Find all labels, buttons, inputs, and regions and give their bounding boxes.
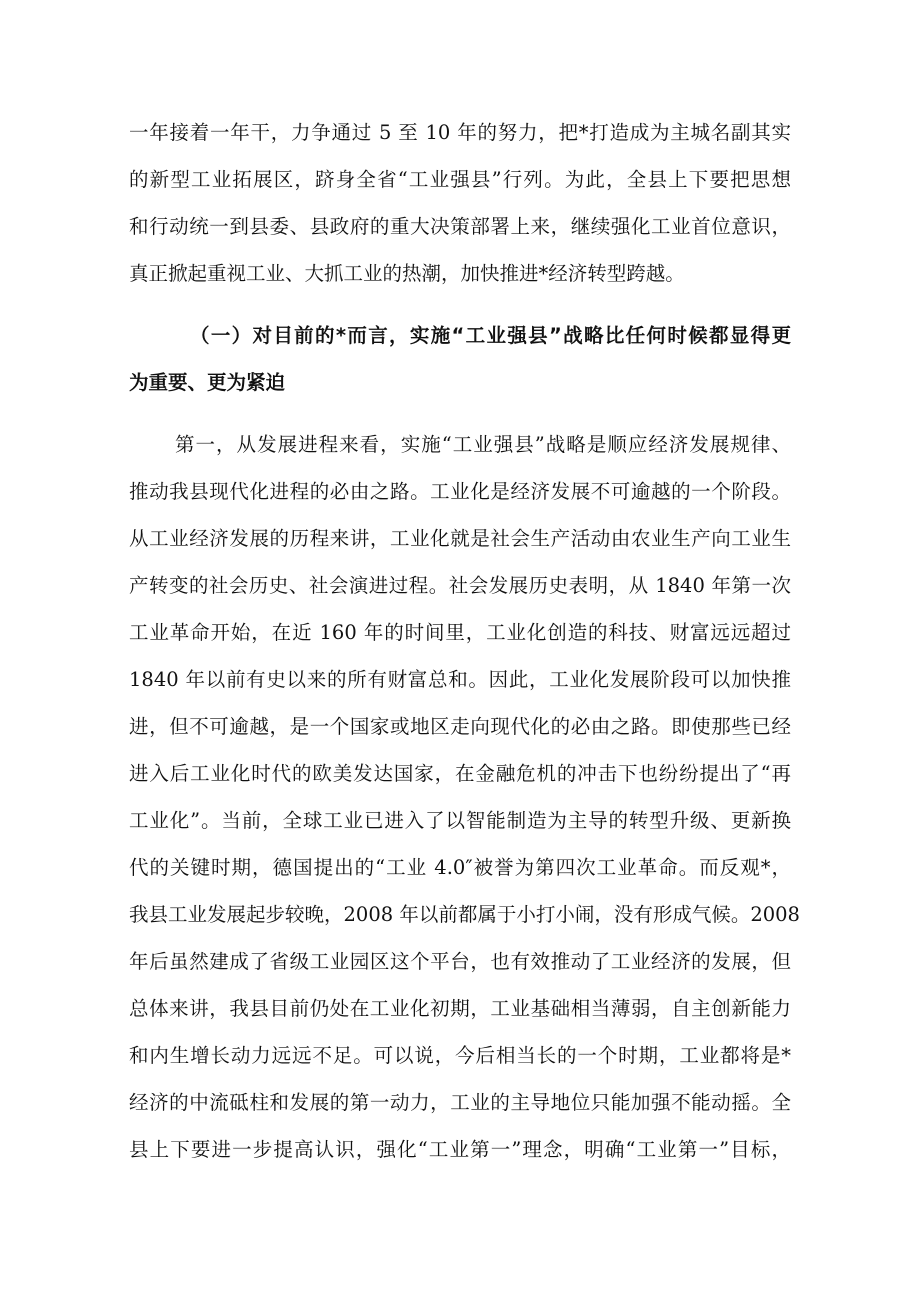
paragraph-2-line-15: 经济的中流砥柱和发展的第一动力，工业的主导地位只能加强不能动摇。全 <box>129 1091 791 1114</box>
paragraph-2-line-1: 第一，从发展进程来看，实施“工业强县”战略是顺应经济发展规律、 <box>175 433 791 456</box>
section-heading-line-2: 为重要、更为紧迫 <box>129 371 286 394</box>
paragraph-2-line-16: 县上下要进一步提高认识，强化“工业第一”理念，明确“工业第一”目标， <box>129 1138 791 1161</box>
paragraph-1-line-3: 和行动统一到县委、县政府的重大决策部署上来，继续强化工业首位意识， <box>129 215 791 238</box>
paragraph-2-line-10: 代的关键时期，德国提出的“工业 4.0″被誉为第四次工业革命。而反观*， <box>129 856 791 879</box>
paragraph-2-line-6: 1840 年以前有史以来的所有财富总和。因此，工业化发展阶段可以加快推 <box>129 668 791 691</box>
paragraph-1-line-2: 的新型工业拓展区，跻身全省“工业强县”行列。为此，全县上下要把思想 <box>129 168 791 191</box>
paragraph-2-line-5: 工业革命开始，在近 160 年的时间里，工业化创造的科技、财富远远超过 <box>129 621 791 644</box>
paragraph-2-line-11: 我县工业发展起步较晚，2008 年以前都属于小打小闹，没有形成气候。2008 <box>129 903 800 926</box>
paragraph-2-line-12: 年后虽然建成了省级工业园区这个平台，也有效推动了工业经济的发展，但 <box>129 950 791 973</box>
paragraph-1-line-1: 一年接着一年干，力争通过 5 至 10 年的努力，把*打造成为主城名副其实 <box>129 121 791 144</box>
section-heading-line-1: （一）对目前的*而言，实施“工业强县”战略比任何时候都显得更 <box>190 324 791 347</box>
paragraph-2-line-8: 进入后工业化时代的欧美发达国家，在金融危机的冲击下也纷纷提出了“再 <box>129 762 791 785</box>
paragraph-2-line-9: 工业化”。当前，全球工业已进入了以智能制造为主导的转型升级、更新换 <box>129 809 791 832</box>
paragraph-2-line-4: 产转变的社会历史、社会演进过程。社会发展历史表明，从 1840 年第一次 <box>129 574 791 597</box>
paragraph-2-line-14: 和内生增长动力远远不足。可以说，今后相当长的一个时期，工业都将是* <box>129 1044 791 1067</box>
paragraph-2-line-2: 推动我县现代化进程的必由之路。工业化是经济发展不可逾越的一个阶段。 <box>129 480 791 503</box>
paragraph-2-line-7: 进，但不可逾越，是一个国家或地区走向现代化的必由之路。即使那些已经 <box>129 715 791 738</box>
paragraph-1-line-4: 真正掀起重视工业、大抓工业的热潮，加快推进*经济转型跨越。 <box>129 262 685 285</box>
paragraph-2-line-13: 总体来讲，我县目前仍处在工业化初期，工业基础相当薄弱，自主创新能力 <box>129 997 791 1020</box>
paragraph-2-line-3: 从工业经济发展的历程来讲，工业化就是社会生产活动由农业生产向工业生 <box>129 527 791 550</box>
